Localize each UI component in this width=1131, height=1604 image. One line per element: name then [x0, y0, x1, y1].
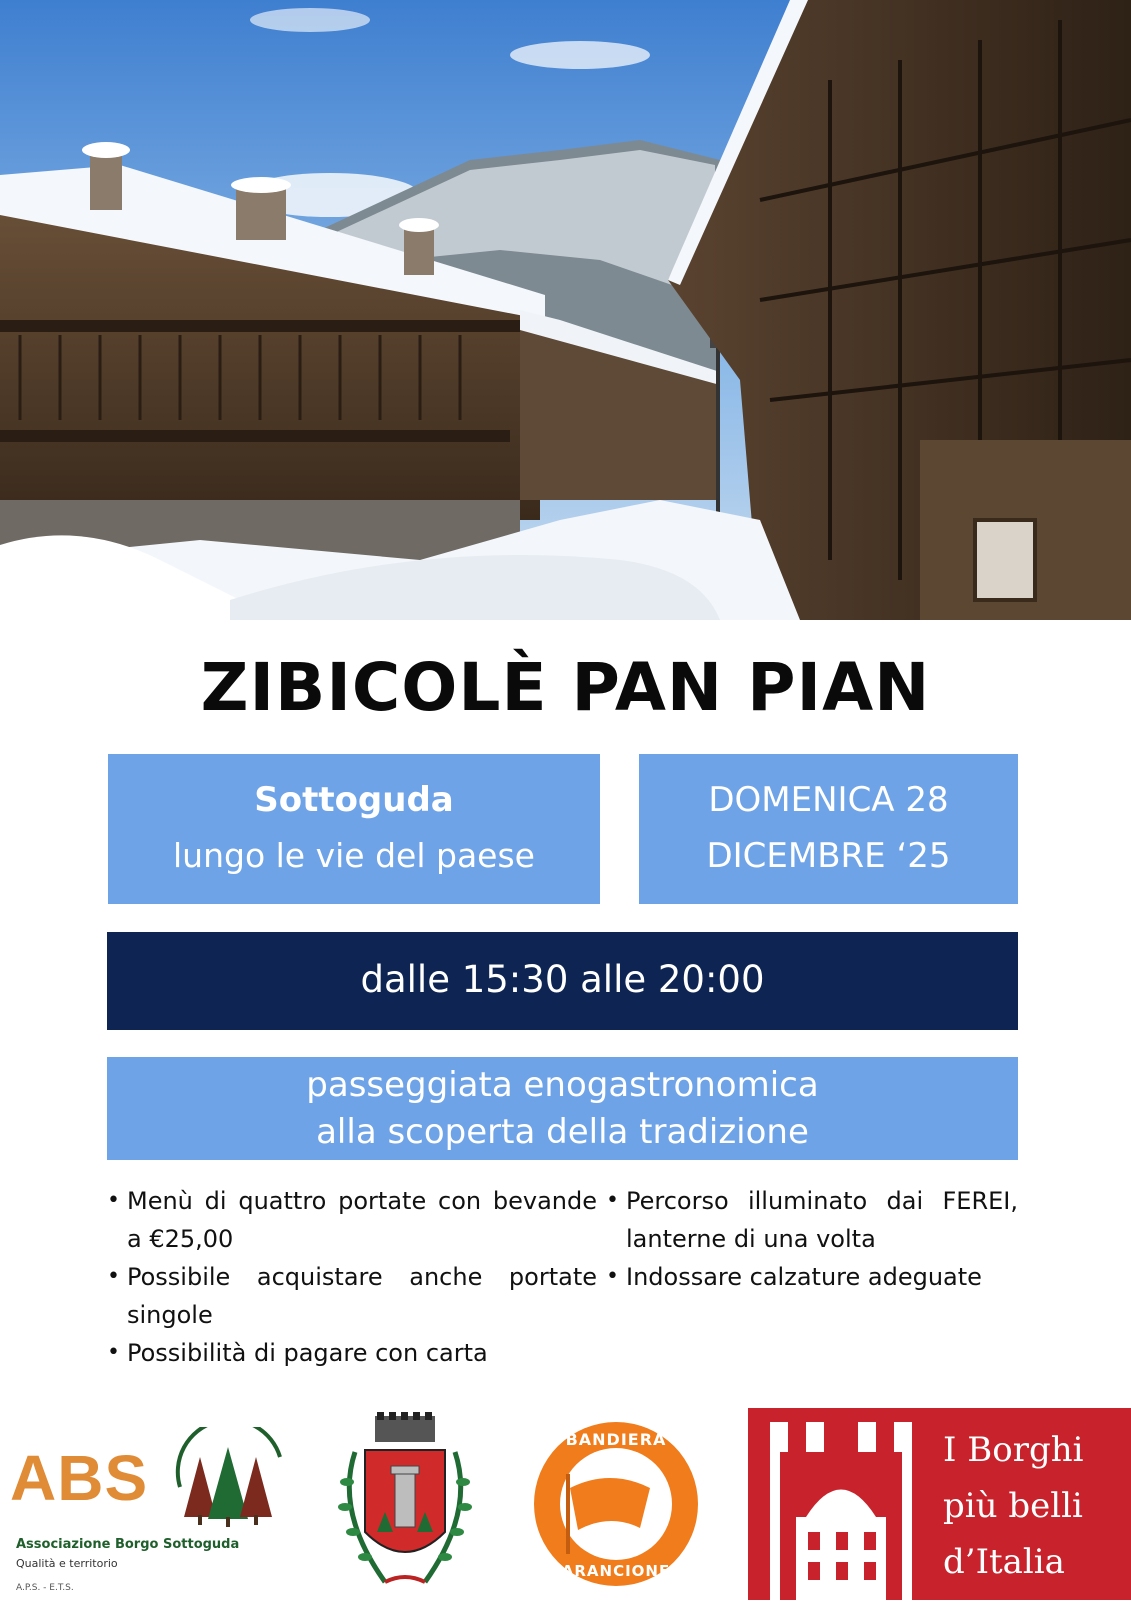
list-item: • Possibilità di pagare con carta	[107, 1334, 597, 1372]
time-text: dalle 15:30 alle 20:00	[360, 958, 765, 1001]
list-item: • Menù di quattro portate con bevande a €25,00	[107, 1182, 597, 1258]
bandiera-top-text: BANDIERA	[565, 1430, 667, 1449]
description-line-1: passeggiata enogastronomica	[306, 1065, 819, 1105]
description-line-2: alla scoperta della tradizione	[316, 1112, 809, 1152]
borghi-line-2: più belli	[943, 1486, 1083, 1526]
abs-logo-letters: ABS	[10, 1442, 149, 1514]
list-item: • Indossare calzature adeguate	[606, 1258, 1018, 1296]
event-title: ZIBICOLÈ PAN PIAN	[200, 649, 931, 726]
municipal-crest-logo	[325, 1412, 485, 1600]
bandiera-bottom-text: ARANCIONE	[561, 1562, 671, 1580]
borghi-line-1: I Borghi	[943, 1430, 1084, 1470]
pine-trees-icon	[170, 1427, 290, 1537]
abs-logo-tagline: Qualità e territorio	[16, 1557, 118, 1570]
date-box	[639, 754, 1018, 904]
borghi-piu-belli-logo	[748, 1408, 1131, 1600]
date-line-2: DICEMBRE ‘25	[706, 836, 951, 876]
location-name: Sottoguda	[254, 780, 454, 820]
abs-logo	[10, 1425, 285, 1600]
abs-logo-legal: A.P.S. - E.T.S.	[16, 1583, 74, 1593]
village-winter-photo	[0, 0, 1131, 620]
info-list-left	[107, 1182, 597, 1372]
date-line-1: DOMENICA 28	[708, 780, 949, 820]
borghi-line-3: d’Italia	[943, 1542, 1065, 1582]
header-photo	[0, 0, 1131, 620]
castle-icon	[766, 1422, 916, 1600]
location-box	[108, 754, 600, 904]
crest-icon	[325, 1412, 485, 1600]
list-item: • Percorso illuminato dai FEREI, lanterne di una volta	[606, 1182, 1018, 1258]
location-subtitle: lungo le vie del paese	[173, 836, 535, 875]
time-box	[107, 932, 1018, 1030]
list-item: • Possibile acquistare anche portate singole	[107, 1258, 597, 1334]
description-box	[107, 1057, 1018, 1160]
abs-logo-name: Associazione Borgo Sottoguda	[16, 1537, 240, 1552]
info-list-right	[606, 1182, 1018, 1296]
bandiera-arancione-logo	[530, 1418, 702, 1590]
